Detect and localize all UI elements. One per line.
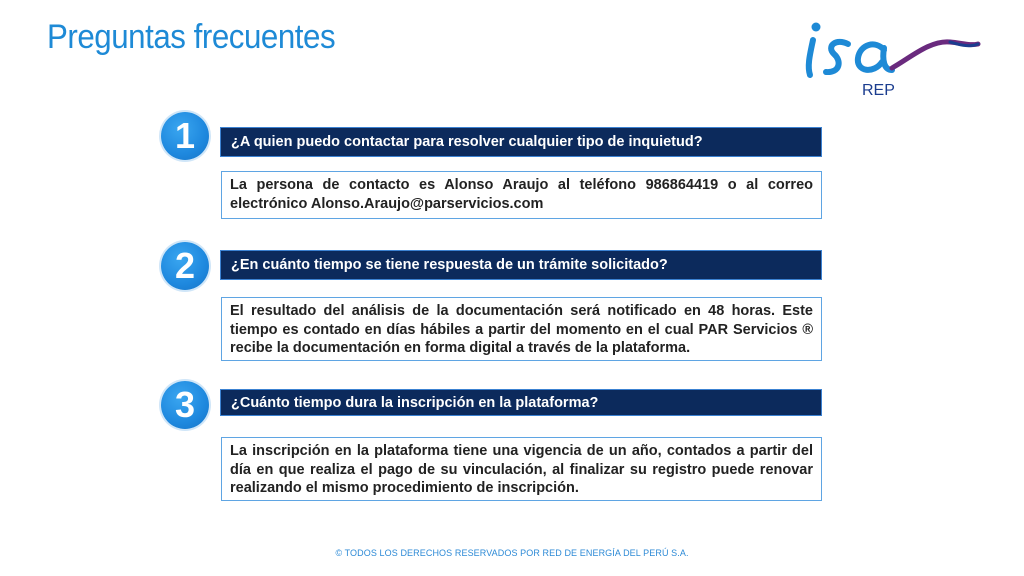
faq-answer: La inscripción en la plataforma tiene una vigencia de un año, contados a partir del día en que realiza el pago de su vinculación, al finalizar su registro puede renovar realizando el mismo procedimiento de inscripción. — [221, 437, 822, 501]
faq-question: ¿A quien puedo contactar para resolver cualquier tipo de inquietud? — [220, 127, 822, 157]
faq-number-badge — [158, 378, 212, 432]
faq-number: 3 — [161, 381, 209, 429]
faq-number: 2 — [161, 242, 209, 290]
faq-question: ¿Cuánto tiempo dura la inscripción en la plataforma? — [220, 389, 822, 416]
isa-logo-icon — [800, 18, 985, 88]
isa-rep-logo — [800, 18, 985, 108]
faq-question: ¿En cuánto tiempo se tiene respuesta de un trámite solicitado? — [220, 250, 822, 280]
faq-number: 1 — [161, 112, 209, 160]
logo-subtitle: REP — [862, 82, 895, 99]
faq-number-badge — [158, 239, 212, 293]
faq-answer: La persona de contacto es Alonso Araujo al teléfono 986864419 o al correo electrónico Alonso.Araujo@parservicios.com — [221, 171, 822, 219]
faq-answer: El resultado del análisis de la documentación será notificado en 48 horas. Este tiempo es contado en días hábiles a partir del momento en el cual PAR Servicios ® recibe la documentación en forma digital a través de la plataforma. — [221, 297, 822, 361]
page-title: Preguntas frecuentes — [47, 18, 336, 56]
copyright-footer: © TODOS LOS DERECHOS RESERVADOS POR RED DE ENERGÍA DEL PERÚ S.A. — [335, 548, 689, 558]
faq-number-badge — [158, 109, 212, 163]
